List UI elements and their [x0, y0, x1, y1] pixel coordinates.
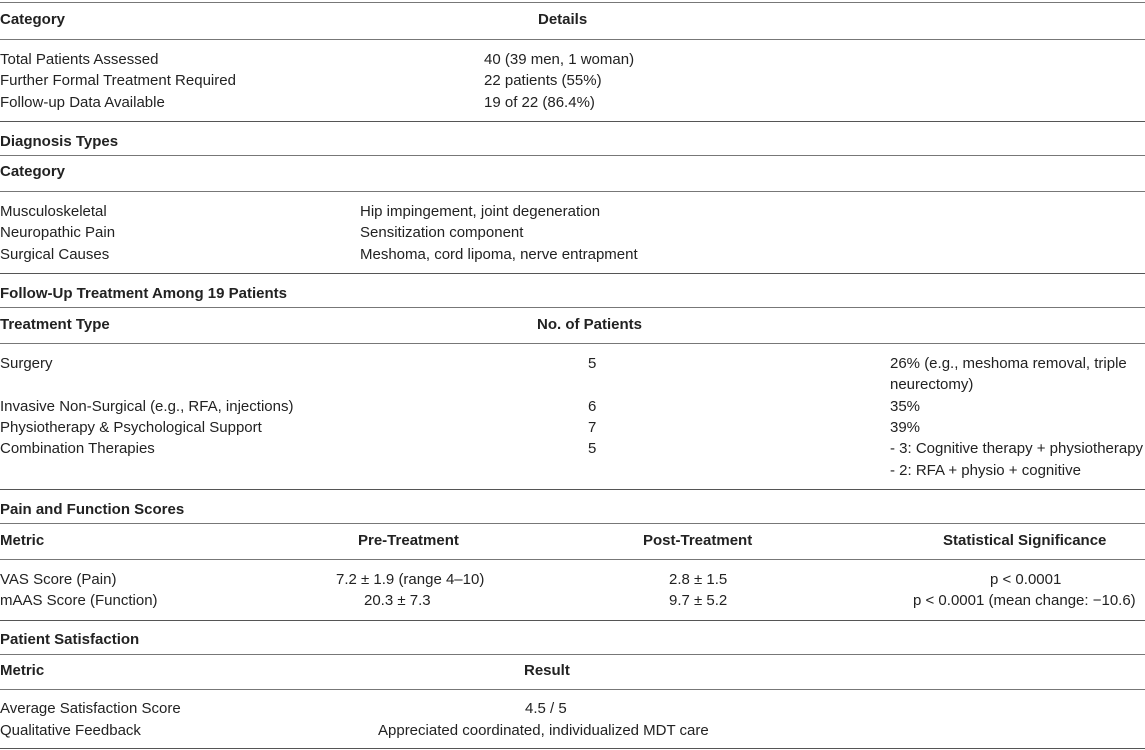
- column-header-result: Result: [524, 662, 570, 679]
- pre-value: 7.2 ± 1.9 (range 4–10): [336, 571, 485, 588]
- result-value: 4.5 / 5: [525, 700, 567, 717]
- rule: [0, 489, 1145, 490]
- column-header-metric: Metric: [0, 532, 45, 549]
- rule: [0, 155, 1145, 156]
- row-value: 40 (39 men, 1 woman): [484, 51, 635, 68]
- patient-count: 5: [588, 355, 597, 372]
- patient-count: 5: [588, 440, 597, 457]
- row-label: Follow-up Data Available: [0, 94, 165, 111]
- rule: [0, 273, 1145, 274]
- post-value: 9.7 ± 5.2: [669, 592, 728, 609]
- section-title: Follow-Up Treatment Among 19 Patients: [0, 285, 287, 302]
- row-value: Hip impingement, joint degeneration: [360, 203, 601, 220]
- column-header-metric: Metric: [0, 662, 45, 679]
- significance-value: p < 0.0001: [990, 571, 1062, 588]
- treatment-note: 26% (e.g., meshoma removal, triple: [890, 355, 1127, 372]
- rule: [0, 343, 1145, 344]
- rule: [0, 654, 1145, 655]
- rule: [0, 559, 1145, 560]
- patient-count: 6: [588, 398, 597, 415]
- treatment-type: Invasive Non-Surgical (e.g., RFA, injections): [0, 398, 294, 415]
- rule: [0, 620, 1145, 621]
- metric-label: mAAS Score (Function): [0, 592, 158, 609]
- rule: [0, 39, 1145, 40]
- treatment-note: - 3: Cognitive therapy + physiotherapy: [890, 440, 1144, 457]
- rule: [0, 2, 1145, 3]
- patient-count: 7: [588, 419, 597, 436]
- section-title: Pain and Function Scores: [0, 501, 185, 518]
- treatment-note: 35%: [890, 398, 921, 415]
- treatment-type: Physiotherapy & Psychological Support: [0, 419, 262, 436]
- treatment-type: Surgery: [0, 355, 53, 372]
- significance-value: p < 0.0001 (mean change: −10.6): [913, 592, 1136, 609]
- column-header-pre-treatment: Pre-Treatment: [358, 532, 459, 549]
- row-value: 22 patients (55%): [484, 72, 602, 89]
- result-value: Appreciated coordinated, individualized MDT care: [378, 722, 709, 739]
- rule: [0, 748, 1145, 749]
- row-label: Surgical Causes: [0, 246, 110, 263]
- row-label: Musculoskeletal: [0, 203, 107, 220]
- column-header-category: Category: [0, 11, 66, 28]
- column-header-post-treatment: Post-Treatment: [643, 532, 753, 549]
- treatment-type: Combination Therapies: [0, 440, 155, 457]
- column-header-details: Details: [538, 11, 588, 28]
- treatment-note: 39%: [890, 419, 921, 436]
- row-value: Sensitization component: [360, 224, 524, 241]
- metric-label: VAS Score (Pain): [0, 571, 117, 588]
- column-header-significance: Statistical Significance: [943, 532, 1107, 549]
- post-value: 2.8 ± 1.5: [669, 571, 728, 588]
- rule: [0, 121, 1145, 122]
- rule: [0, 307, 1145, 308]
- treatment-note: neurectomy): [890, 376, 974, 393]
- column-header-category: Category: [0, 163, 66, 180]
- rule: [0, 689, 1145, 690]
- section-title: Diagnosis Types: [0, 133, 119, 150]
- metric-label: Qualitative Feedback: [0, 722, 141, 739]
- column-header-treatment-type: Treatment Type: [0, 316, 110, 333]
- treatment-note: - 2: RFA + physio + cognitive: [890, 462, 1081, 479]
- section-title: Patient Satisfaction: [0, 631, 140, 648]
- rule: [0, 523, 1145, 524]
- row-label: Further Formal Treatment Required: [0, 72, 236, 89]
- pre-value: 20.3 ± 7.3: [364, 592, 431, 609]
- metric-label: Average Satisfaction Score: [0, 700, 181, 717]
- row-value: 19 of 22 (86.4%): [484, 94, 595, 111]
- column-header-patients: No. of Patients: [537, 316, 643, 333]
- rule: [0, 191, 1145, 192]
- row-value: Meshoma, cord lipoma, nerve entrapment: [360, 246, 638, 263]
- row-label: Total Patients Assessed: [0, 51, 159, 68]
- row-label: Neuropathic Pain: [0, 224, 116, 241]
